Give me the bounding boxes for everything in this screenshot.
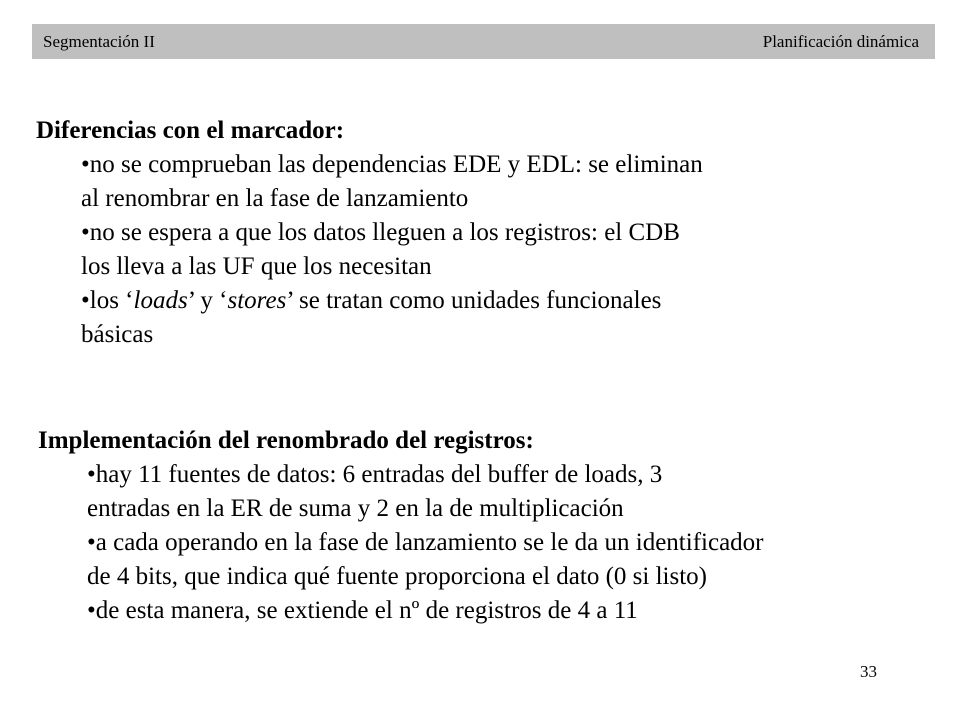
bullet-line: entradas en la ER de suma y 2 en la de multiplicación: [87, 495, 624, 522]
bullet-item: [81, 148, 960, 216]
bullet-line: los lleva a las UF que los necesitan: [81, 253, 432, 280]
bullet-line: de 4 bits, que indica qué fuente proporciona el dato (0 si listo): [87, 563, 707, 590]
section-differences: [0, 114, 960, 352]
bullet-item: [81, 284, 960, 352]
section-heading: Implementación del renombrado del registros:: [38, 427, 534, 454]
bullet-line: [81, 284, 960, 318]
bullet-text: ’ se tratan como unidades funcionales: [286, 287, 662, 314]
bullet-line: •a cada operando en la fase de lanzamiento se le da un identificador: [87, 529, 764, 556]
bullet-line: •no se espera a que los datos lleguen a los registros: el CDB: [81, 219, 680, 246]
bullet-line: •no se comprueban las dependencias EDE y EDL: se eliminan: [81, 151, 703, 178]
header-bar: [32, 24, 935, 59]
header-left-title: Segmentación II: [43, 31, 155, 51]
page-number: 33: [860, 662, 877, 681]
bullet-line: al renombrar en la fase de lanzamiento: [81, 185, 469, 212]
italic-term-stores: stores: [227, 287, 287, 314]
section-renaming-implementation: [0, 424, 960, 628]
bullet-line: básicas: [81, 321, 154, 348]
section-heading: Diferencias con el marcador:: [36, 117, 345, 144]
bullet-text: ’ y ‘: [187, 287, 228, 314]
bullet-line: •hay 11 fuentes de datos: 6 entradas del buffer de loads, 3: [87, 461, 663, 488]
bullet-text: •los ‘: [81, 287, 134, 314]
bullet-item: [87, 458, 960, 526]
bullet-item: [87, 526, 960, 594]
bullet-item: [87, 594, 960, 628]
italic-term-loads: loads: [133, 287, 188, 314]
header-right-title: Planificación dinámica: [762, 31, 919, 51]
bullet-item: [81, 216, 960, 284]
bullet-line: •de esta manera, se extiende el nº de registros de 4 a 11: [87, 597, 638, 624]
